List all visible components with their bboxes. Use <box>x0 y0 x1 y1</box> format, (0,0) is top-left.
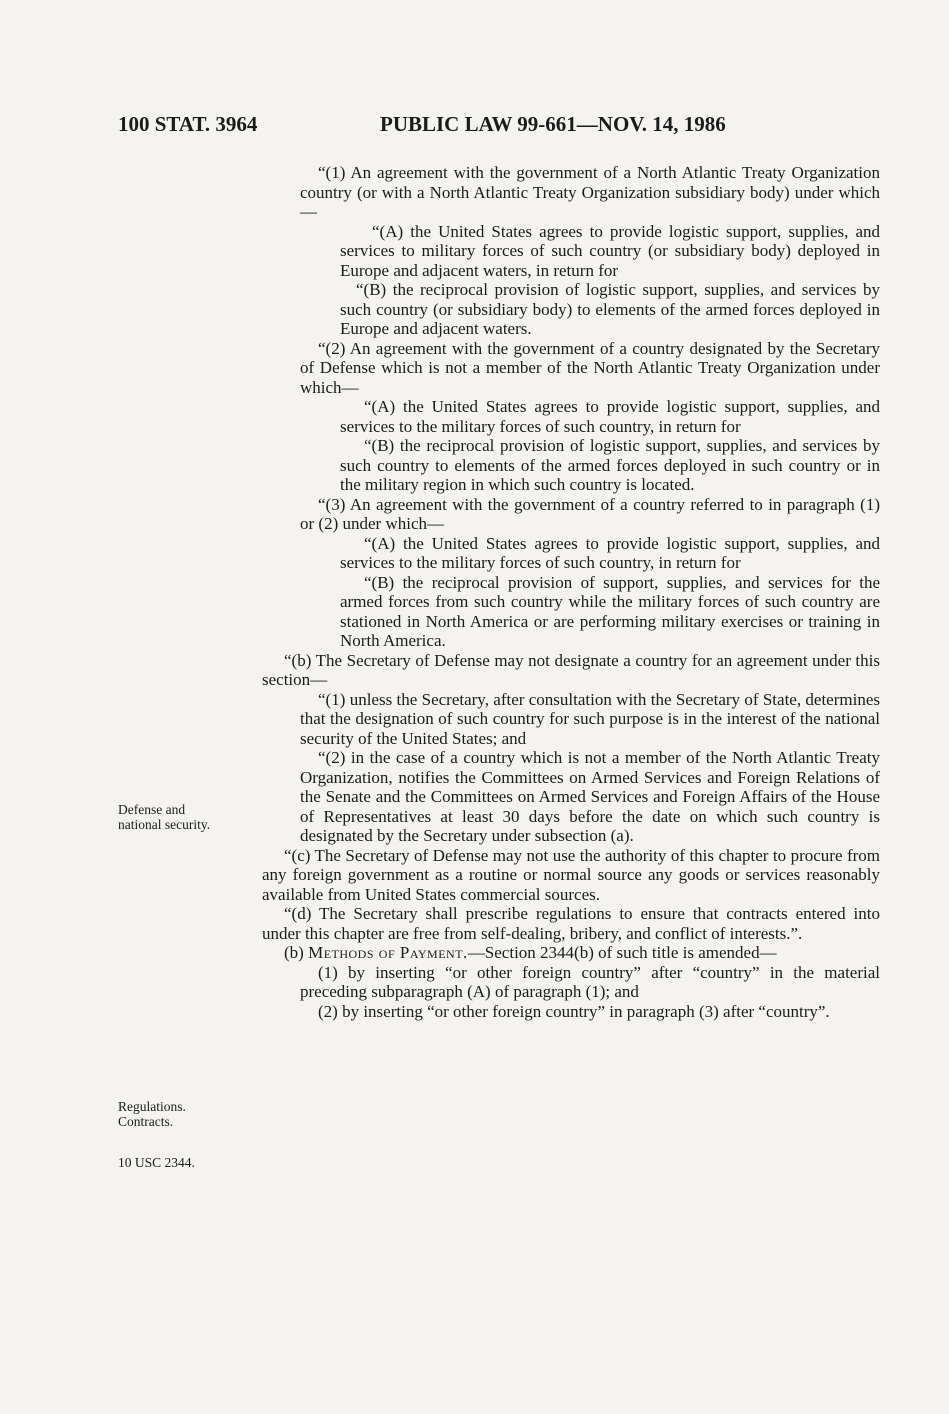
subsection-b-1: “(1) unless the Secretary, after consultation with the Secretary of State, determines that the designation of such country for such purpose is in the interest of the national security of the United States; and <box>300 689 880 748</box>
subsection-b-2: “(2) in the case of a country which is not a member of the North Atlantic Treaty Organization, notifies the Committees on Armed Services and Foreign Relations of the Senate and the Committees on Armed Services and Foreign Affairs of the House of Representatives at least 30 days before the date on which such country is designated by the Secretary under subsection (a). <box>300 748 880 845</box>
paragraph-2-b: “(B) the reciprocal provision of logistic support, supplies, and services by such country to elements of the armed forces deployed in such country or in the military region in which such country is located. <box>340 436 880 494</box>
paragraph-1: “(1) An agreement with the government of a North Atlantic Treaty Organization country (or with a North Atlantic Treaty Organization subsidiary body) under which— <box>300 163 880 221</box>
methods-of-payment <box>262 943 880 963</box>
subsection-b: “(b) The Secretary of Defense may not designate a country for an agreement under this section— <box>262 650 880 689</box>
page-header <box>0 112 949 142</box>
paragraph-1-b: “(B) the reciprocal provision of logistic support, supplies, and services by such country (or subsidiary body) to elements of the armed forces deployed in Europe and adjacent waters. <box>340 280 880 338</box>
methods-body: —Section 2344(b) of such title is amended— <box>467 943 777 962</box>
paragraph-3: “(3) An agreement with the government of a country referred to in paragraph (1) or (2) under which— <box>300 494 880 533</box>
methods-item-2: (2) by inserting “or other foreign country” in paragraph (3) after “country”. <box>318 1001 830 1021</box>
paragraph-3-a: “(A) the United States agrees to provide logistic support, supplies, and services to the military forces of such country, in return for <box>340 533 880 572</box>
public-law-title: PUBLIC LAW 99-661—NOV. 14, 1986 <box>380 112 726 136</box>
paragraph-1-a: “(A) the United States agrees to provide logistic support, supplies, and services to military forces of such country (or subsidiary body) deployed in Europe and adjacent waters, in return for <box>340 221 880 280</box>
subsection-c: “(c) The Secretary of Defense may not use the authority of this chapter to procure from any foreign government as a routine or normal source any goods or services reasonably available from United States commercial sources. <box>262 845 880 904</box>
margin-note-regulations: Regulations. Contracts. <box>118 1099 186 1129</box>
stat-page-number: 100 STAT. 3964 <box>118 112 258 136</box>
methods-prefix: (b) <box>284 943 309 962</box>
methods-heading: Methods of Payment. <box>308 943 468 962</box>
subsection-d: “(d) The Secretary shall prescribe regulations to ensure that contracts entered into under this chapter are free from self-dealing, bribery, and conflict of interests.”. <box>262 904 880 943</box>
margin-note-defense: Defense and national security. <box>118 802 211 832</box>
methods-item-1: (1) by inserting “or other foreign country” after “country” in the material preceding subparagraph (A) of paragraph (1); and <box>300 962 880 1001</box>
margin-note-usc: 10 USC 2344. <box>118 1155 195 1170</box>
paragraph-3-b: “(B) the reciprocal provision of support, supplies, and services for the armed forces from such country while the military forces of such country are stationed in North America or are performing military exercises or training in North America. <box>340 572 880 650</box>
paragraph-2: “(2) An agreement with the government of a country designated by the Secretary of Defense which is not a member of the North Atlantic Treaty Organization under which— <box>300 338 880 397</box>
paragraph-2-a: “(A) the United States agrees to provide logistic support, supplies, and services to the military forces of such country, in return for <box>340 397 880 436</box>
statute-body <box>262 163 880 1021</box>
